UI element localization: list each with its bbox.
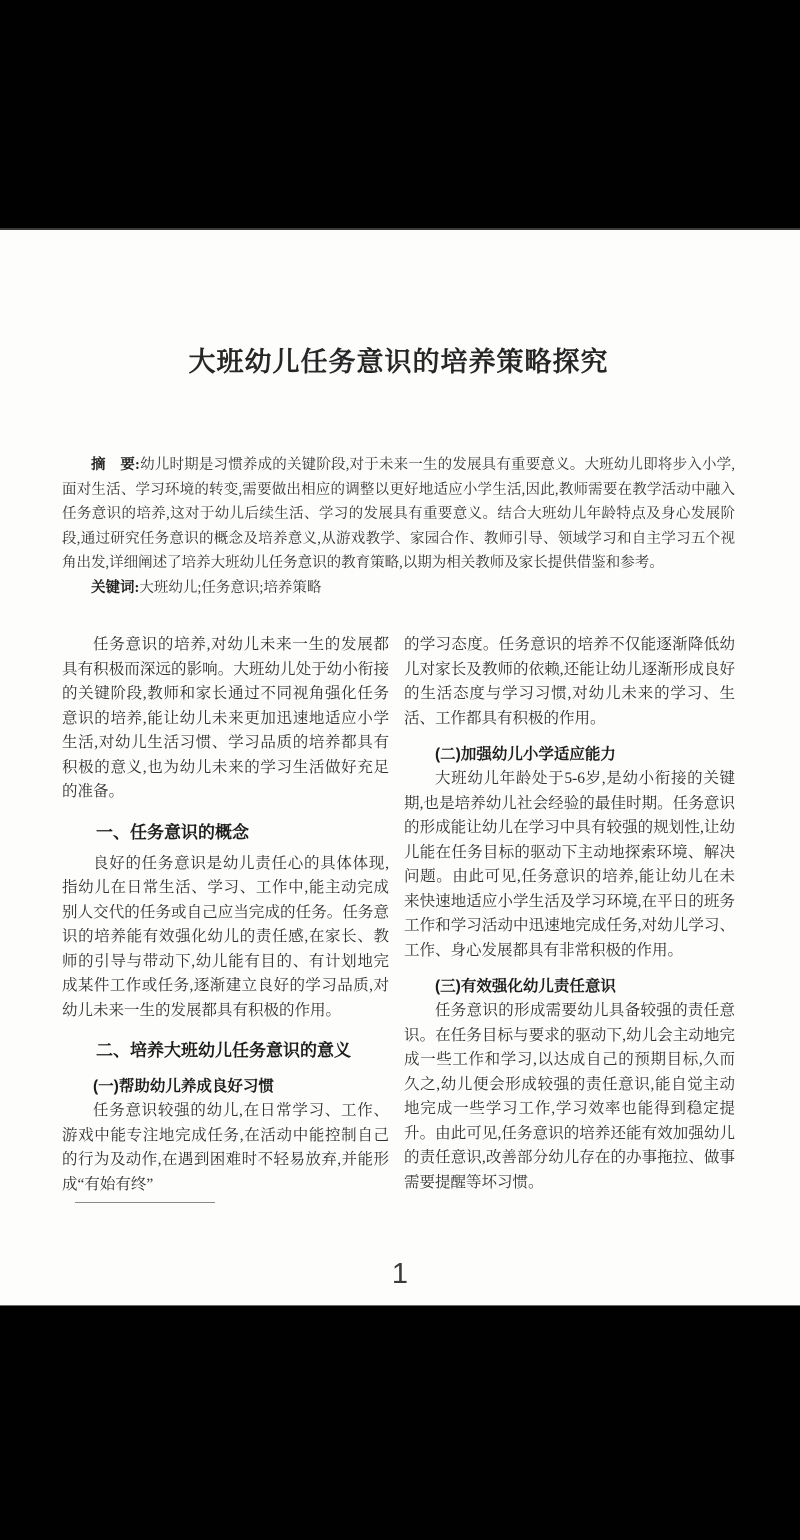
subsection-heading-2-2: (二)加强幼儿小学适应能力: [435, 746, 616, 763]
subsection-heading-2-3: (三)有效强化幼儿责任意识: [435, 978, 616, 995]
abstract-label: 摘 要:: [91, 457, 140, 473]
page-number: 1: [391, 1258, 409, 1290]
paragraph: 任务意识较强的幼儿,在日常学习、工作、游戏中能专注地完成任务,在活动中能控制自己的行为及动作,在遇到困难时不轻易放弃,并能形成“有始有终”: [62, 1102, 389, 1193]
paragraph: 任务意识的形成需要幼儿具备较强的责任意识。在任务目标与要求的驱动下,幼儿会主动地完成一些工作和学习,以达成自己的预期目标,久而久之,幼儿便会形成较强的责任意识,能自觉主动地完成一些学习工作,学习效率也能得到稳定提升。由此可见,任务意识的培养还能有效加强幼儿的责任意识,改善部分幼儿存在的办事拖拉、做事需要提醒等坏习惯。: [404, 1002, 735, 1191]
abstract-text: 幼儿时期是习惯养成的关键阶段,对于未来一生的发展具有重要意义。大班幼儿即将步入小学,面对生活、学习环境的转变,需要做出相应的调整以更好地适应小学生活,因此,教师需要在教学活动中融入任务意识的培养,这对于幼儿后续生活、学习的发展具有重要意义。结合大班幼儿年龄特点及身心发展阶段,通过研究任务意识的概念及培养意义,从游戏教学、家园合作、教师引导、领域学习和自主学习五个视角出发,详细阐述了培养大班幼儿任务意识的教育策略,以期为相关教师及家长提供借鉴和参考。: [62, 457, 735, 571]
paragraph: 的学习态度。任务意识的培养不仅能逐渐降低幼儿对家长及教师的依赖,还能让幼儿逐渐形成良好的生活态度与学习习惯,对幼儿未来的学习、生活、工作都具有积极的作用。: [404, 636, 735, 727]
paragraph: 良好的任务意识是幼儿责任心的具体体现,指幼儿在日常生活、学习、工作中,能主动完成别人交代的任务或自己应当完成的任务。任务意识的培养能有效强化幼儿的责任感,在家长、教师的引导与带动下,幼儿能有目的、有计划地完成某件工作或任务,逐渐建立良好的学习品质,对幼儿未来一生的发展都具有积极的作用。: [62, 854, 389, 1019]
section-heading-1: 一、任务意识的概念: [96, 822, 249, 842]
abstract-paragraph: [62, 453, 735, 576]
section-heading-2: 二、培养大班幼儿任务意识的意义: [96, 1041, 351, 1060]
left-column: [62, 633, 389, 1203]
two-column-body: [62, 633, 735, 1203]
subsection-heading-2-1: (一)帮助幼儿养成良好习惯: [93, 1078, 274, 1095]
footnote-divider: [75, 1202, 215, 1203]
abstract-section: [62, 453, 735, 600]
top-letterbox: [0, 0, 800, 230]
keywords-line: [62, 576, 735, 601]
paper-title: 大班幼儿任务意识的培养策略探究: [188, 347, 609, 377]
paragraph: 大班幼儿年龄处于5-6岁,是幼小衔接的关键期,也是培养幼儿社会经验的最佳时期。任务意识的形成能让幼儿在学习中具有较强的规划性,让幼儿能在任务目标的驱动下主动地探索环境、解决问题。由此可见,任务意识的培养,能让幼儿在未来快速地适应小学生活及学习环境,在平日的班务工作和学习活动中迅速地完成任务,对幼儿学习、工作、身心发展都具有非常积极的作用。: [404, 770, 735, 959]
document-page: [0, 230, 800, 1305]
right-column: [404, 633, 735, 1203]
keywords-label: 关键词:: [91, 579, 140, 596]
keywords-text: 大班幼儿;任务意识;培养策略: [139, 579, 322, 596]
bottom-letterbox: [0, 1305, 800, 1540]
paragraph: 任务意识的培养,对幼儿未来一生的发展都具有积极而深远的影响。大班幼儿处于幼小衔接的关键阶段,教师和家长通过不同视角强化任务意识的培养,能让幼儿未来更加迅速地适应小学生活,对幼儿生活习惯、学习品质的培养都具有积极的意义,也为幼儿未来的学习生活做好充足的准备。: [62, 636, 389, 800]
